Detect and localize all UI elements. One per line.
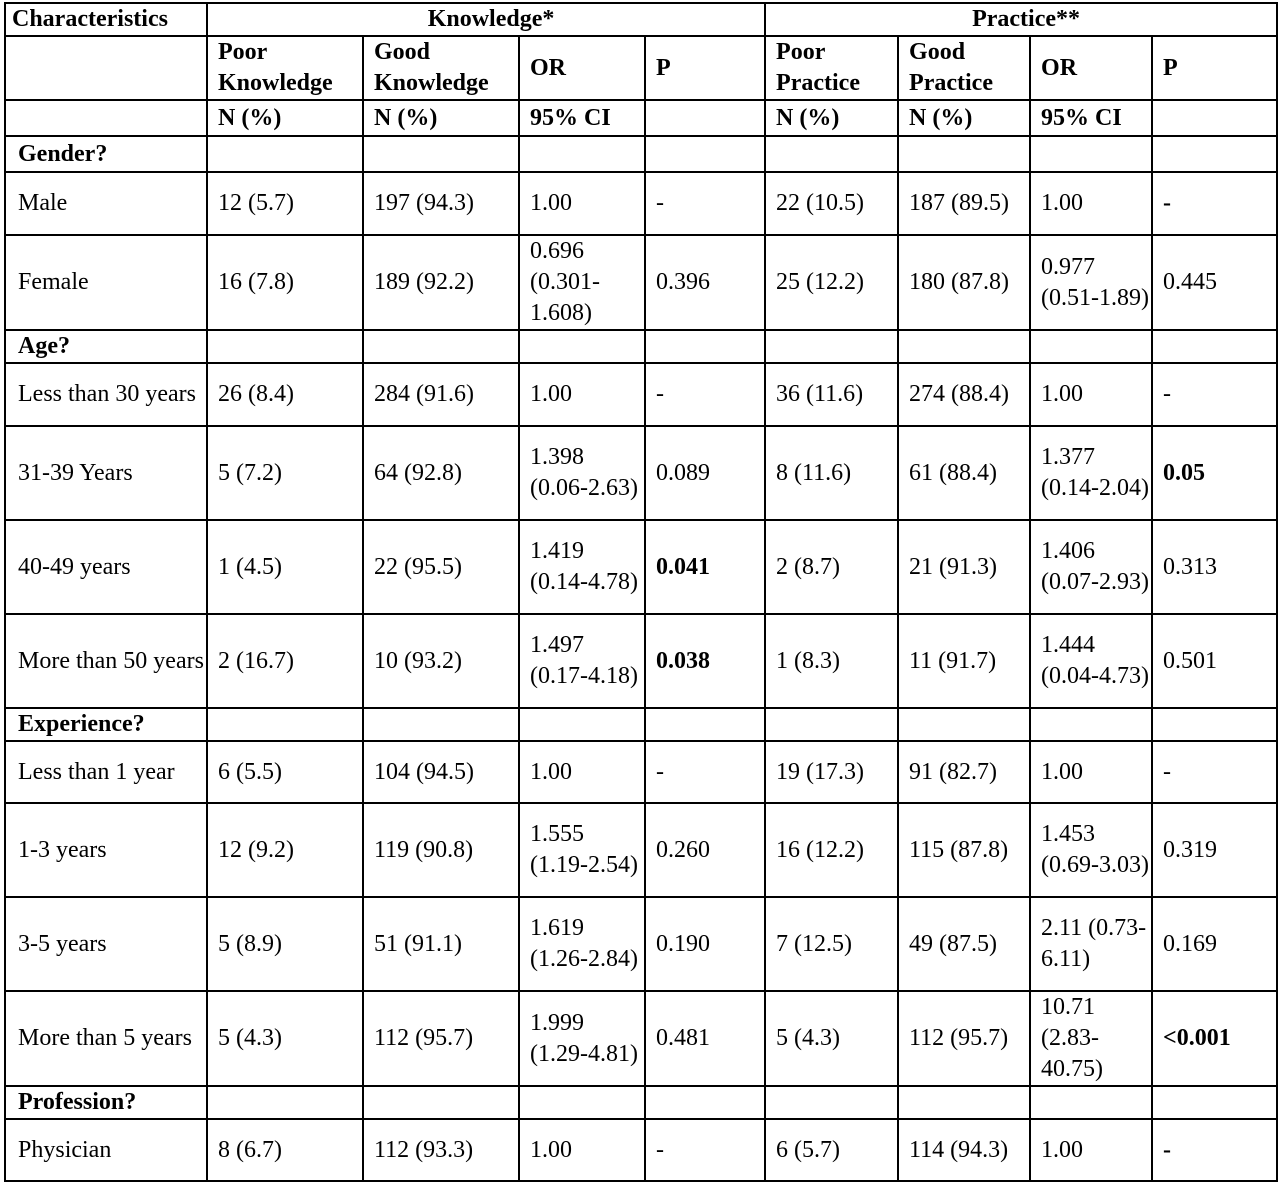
cell-p-or: 2.11 (0.73-6.11) — [1030, 897, 1152, 991]
header-knowledge: Knowledge* — [207, 3, 765, 36]
cell-k-or: 1.398 (0.06-2.63) — [519, 426, 645, 520]
header-n-pct: N (%) — [207, 100, 363, 136]
cell-k-or: 1.00 — [519, 1119, 645, 1181]
cell-p-good: 11 (91.7) — [898, 614, 1030, 708]
group-row-experience — [5, 708, 1277, 741]
cell-p-poor: 25 (12.2) — [765, 235, 898, 330]
header-n-pct: N (%) — [363, 100, 519, 136]
header-row-1 — [5, 3, 1277, 36]
group-label: Profession? — [5, 1086, 207, 1119]
row-label: More than 50 years — [5, 614, 207, 708]
cell-k-p: 0.260 — [645, 803, 765, 897]
cell-p-p: - — [1152, 172, 1277, 235]
cell-p-poor: 36 (11.6) — [765, 363, 898, 426]
cell-k-p: 0.396 — [645, 235, 765, 330]
cell-p-or: 0.977 (0.51-1.89) — [1030, 235, 1152, 330]
table-row — [5, 803, 1277, 897]
cell-k-good: 284 (91.6) — [363, 363, 519, 426]
cell-k-or: 1.00 — [519, 741, 645, 803]
cell-p-good: 21 (91.3) — [898, 520, 1030, 614]
cell-p-p: - — [1152, 1119, 1277, 1181]
header-ci: 95% CI — [519, 100, 645, 136]
cell-k-p: - — [645, 741, 765, 803]
table-row — [5, 235, 1277, 330]
cell-k-good: 119 (90.8) — [363, 803, 519, 897]
cell-k-good: 197 (94.3) — [363, 172, 519, 235]
cell-p-p: 0.05 — [1152, 426, 1277, 520]
header-n-pct: N (%) — [898, 100, 1030, 136]
header-n-pct: N (%) — [765, 100, 898, 136]
header-characteristics: Characteristics — [5, 3, 207, 36]
cell-p-or: 1.00 — [1030, 1119, 1152, 1181]
cell-p-or: 1.453 (0.69-3.03) — [1030, 803, 1152, 897]
cell-p-good: 187 (89.5) — [898, 172, 1030, 235]
cell-p-poor: 1 (8.3) — [765, 614, 898, 708]
cell-p-good: 115 (87.8) — [898, 803, 1030, 897]
row-label: 31-39 Years — [5, 426, 207, 520]
cell-p-poor: 22 (10.5) — [765, 172, 898, 235]
cell-k-or: 1.999 (1.29-4.81) — [519, 991, 645, 1086]
cell-p-or: 1.444 (0.04-4.73) — [1030, 614, 1152, 708]
cell-k-poor: 5 (8.9) — [207, 897, 363, 991]
header-poor-practice: Poor Practice — [765, 36, 898, 100]
cell-k-or: 1.419 (0.14-4.78) — [519, 520, 645, 614]
table-row — [5, 172, 1277, 235]
cell-k-poor: 5 (4.3) — [207, 991, 363, 1086]
cell-p-p: 0.169 — [1152, 897, 1277, 991]
cell-k-or: 1.497 (0.17-4.18) — [519, 614, 645, 708]
cell-p-or: 1.00 — [1030, 363, 1152, 426]
cell-k-good: 51 (91.1) — [363, 897, 519, 991]
cell-k-poor: 8 (6.7) — [207, 1119, 363, 1181]
cell-p-poor: 19 (17.3) — [765, 741, 898, 803]
cell-k-or: 1.00 — [519, 363, 645, 426]
row-label: Less than 30 years — [5, 363, 207, 426]
cell-k-good: 189 (92.2) — [363, 235, 519, 330]
row-label: More than 5 years — [5, 991, 207, 1086]
header-knowledge-p: P — [645, 36, 765, 100]
cell-k-p: 0.041 — [645, 520, 765, 614]
cell-k-p: - — [645, 172, 765, 235]
group-row-gender — [5, 136, 1277, 172]
header-blank — [5, 100, 207, 136]
cell-p-p: 0.445 — [1152, 235, 1277, 330]
table-row — [5, 897, 1277, 991]
header-practice: Practice** — [765, 3, 1277, 36]
table-row — [5, 1119, 1277, 1181]
cell-k-good: 10 (93.2) — [363, 614, 519, 708]
cell-k-poor: 6 (5.5) — [207, 741, 363, 803]
cell-p-good: 274 (88.4) — [898, 363, 1030, 426]
header-poor-knowledge: Poor Knowledge — [207, 36, 363, 100]
cell-k-poor: 1 (4.5) — [207, 520, 363, 614]
table-row — [5, 363, 1277, 426]
row-label: 3-5 years — [5, 897, 207, 991]
header-row-3 — [5, 100, 1277, 136]
row-label: Physician — [5, 1119, 207, 1181]
row-label: Female — [5, 235, 207, 330]
header-practice-p: P — [1152, 36, 1277, 100]
cell-p-p: 0.319 — [1152, 803, 1277, 897]
header-blank — [1152, 100, 1277, 136]
cell-k-poor: 12 (5.7) — [207, 172, 363, 235]
header-blank — [645, 100, 765, 136]
group-row-profession — [5, 1086, 1277, 1119]
group-label: Gender? — [5, 136, 207, 172]
cell-k-or: 0.696 (0.301-1.608) — [519, 235, 645, 330]
table-row — [5, 991, 1277, 1086]
cell-p-or: 1.377 (0.14-2.04) — [1030, 426, 1152, 520]
cell-k-or: 1.555 (1.19-2.54) — [519, 803, 645, 897]
cell-p-p: - — [1152, 741, 1277, 803]
cell-k-poor: 26 (8.4) — [207, 363, 363, 426]
cell-k-poor: 12 (9.2) — [207, 803, 363, 897]
results-table — [4, 2, 1278, 1182]
cell-p-or: 1.00 — [1030, 172, 1152, 235]
table-row — [5, 520, 1277, 614]
cell-p-good: 114 (94.3) — [898, 1119, 1030, 1181]
group-label: Age? — [5, 330, 207, 363]
cell-p-p: - — [1152, 363, 1277, 426]
cell-p-good: 112 (95.7) — [898, 991, 1030, 1086]
cell-k-good: 64 (92.8) — [363, 426, 519, 520]
cell-k-good: 112 (93.3) — [363, 1119, 519, 1181]
table-row — [5, 614, 1277, 708]
table-row — [5, 741, 1277, 803]
cell-p-good: 49 (87.5) — [898, 897, 1030, 991]
header-blank — [5, 36, 207, 100]
cell-p-poor: 6 (5.7) — [765, 1119, 898, 1181]
cell-p-or: 1.406 (0.07-2.93) — [1030, 520, 1152, 614]
cell-k-or: 1.619 (1.26-2.84) — [519, 897, 645, 991]
cell-p-or: 1.00 — [1030, 741, 1152, 803]
cell-p-good: 180 (87.8) — [898, 235, 1030, 330]
cell-k-good: 104 (94.5) — [363, 741, 519, 803]
cell-k-poor: 5 (7.2) — [207, 426, 363, 520]
cell-p-poor: 5 (4.3) — [765, 991, 898, 1086]
cell-p-good: 61 (88.4) — [898, 426, 1030, 520]
table-row — [5, 426, 1277, 520]
cell-k-or: 1.00 — [519, 172, 645, 235]
header-good-knowledge: Good Knowledge — [363, 36, 519, 100]
header-ci: 95% CI — [1030, 100, 1152, 136]
header-row-2 — [5, 36, 1277, 100]
cell-p-poor: 8 (11.6) — [765, 426, 898, 520]
cell-k-poor: 2 (16.7) — [207, 614, 363, 708]
cell-p-good: 91 (82.7) — [898, 741, 1030, 803]
cell-p-p: 0.501 — [1152, 614, 1277, 708]
cell-p-p: 0.313 — [1152, 520, 1277, 614]
row-label: Less than 1 year — [5, 741, 207, 803]
row-label: Male — [5, 172, 207, 235]
cell-k-good: 22 (95.5) — [363, 520, 519, 614]
cell-k-p: 0.089 — [645, 426, 765, 520]
group-label: Experience? — [5, 708, 207, 741]
cell-p-poor: 16 (12.2) — [765, 803, 898, 897]
cell-k-p: 0.481 — [645, 991, 765, 1086]
cell-k-poor: 16 (7.8) — [207, 235, 363, 330]
cell-k-p: 0.038 — [645, 614, 765, 708]
row-label: 1-3 years — [5, 803, 207, 897]
cell-k-p: - — [645, 363, 765, 426]
cell-p-p: <0.001 — [1152, 991, 1277, 1086]
cell-p-or: 10.71 (2.83-40.75) — [1030, 991, 1152, 1086]
header-good-practice: Good Practice — [898, 36, 1030, 100]
header-knowledge-or: OR — [519, 36, 645, 100]
cell-k-good: 112 (95.7) — [363, 991, 519, 1086]
cell-k-p: - — [645, 1119, 765, 1181]
cell-p-poor: 7 (12.5) — [765, 897, 898, 991]
row-label: 40-49 years — [5, 520, 207, 614]
cell-k-p: 0.190 — [645, 897, 765, 991]
group-row-age — [5, 330, 1277, 363]
cell-p-poor: 2 (8.7) — [765, 520, 898, 614]
header-practice-or: OR — [1030, 36, 1152, 100]
